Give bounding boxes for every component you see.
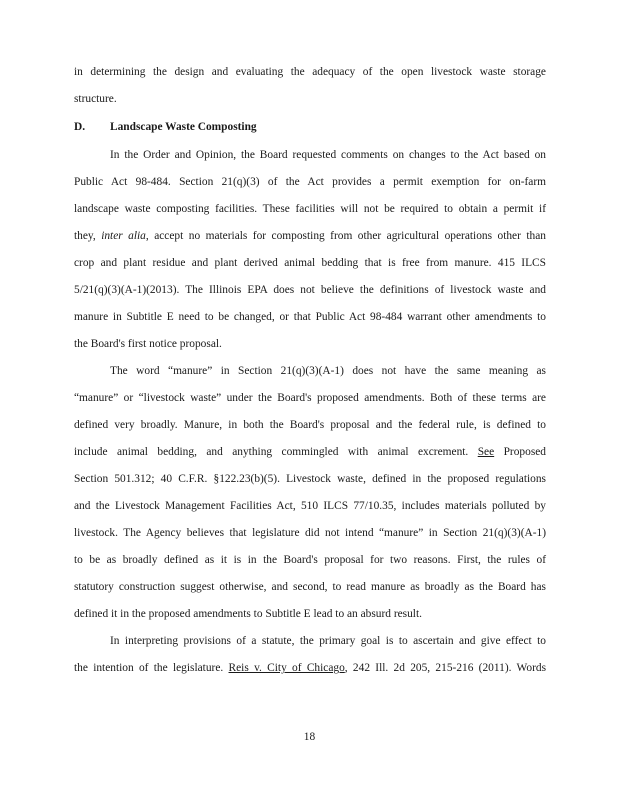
paragraph-line: In interpreting provisions of a statute, the primary goal is to ascertain and give effect to (110, 635, 546, 647)
paragraph-line: and the Livestock Management Facilities Act, 510 ILCS 77/10.35, includes materials polluted by (74, 500, 546, 512)
case-citation: Reis v. City of Chicago (228, 662, 345, 674)
intro-line: structure. (74, 93, 117, 105)
paragraph-text: the intention of the legislature. (74, 662, 229, 674)
page-number: 18 (303, 731, 316, 743)
paragraph-line (74, 661, 546, 675)
paragraph-line: statutory construction suggest otherwise, and second, to read manure as broadly as the Board has (74, 581, 546, 593)
paragraph-text: they, (74, 230, 102, 242)
paragraph-line (74, 445, 546, 459)
latin-term: inter alia (101, 230, 146, 242)
paragraph-line: In the Order and Opinion, the Board requested comments on changes to the Act based on (110, 149, 546, 161)
paragraph-line: Section 501.312; 40 C.F.R. §122.23(b)(5). Livestock waste, defined in the proposed regulations (74, 473, 546, 485)
paragraph-line: “manure” or “livestock waste” under the Board's proposed amendments. Both of these terms are (74, 392, 546, 404)
paragraph-text: , accept no materials for composting from other agricultural operations other than (145, 230, 546, 242)
paragraph-line: 5/21(q)(3)(A-1)(2013). The Illinois EPA does not believe the definitions of livestock waste and (74, 284, 546, 296)
intro-line: in determining the design and evaluating the adequacy of the open livestock waste storage (74, 66, 546, 78)
paragraph-line: defined very broadly. Manure, in both the Board's proposal and the federal rule, is defined to (74, 419, 546, 431)
paragraph-line (74, 229, 546, 243)
paragraph-line: livestock. The Agency believes that legislature did not intend “manure” in Section 21(q)(3)(A-1) (74, 527, 546, 539)
paragraph-line: defined it in the proposed amendments to Subtitle E lead to an absurd result. (74, 608, 422, 620)
paragraph-line: crop and plant residue and plant derived animal bedding that is free from manure. 415 ILCS (74, 257, 546, 269)
paragraph-line: landscape waste composting facilities. These facilities will not be required to obtain a permit if (74, 203, 546, 215)
section-letter: D. (74, 121, 86, 133)
paragraph-text: Proposed (494, 446, 546, 458)
paragraph-text: include animal bedding, and anything commingled with animal excrement. (74, 446, 478, 458)
paragraph-line: the Board's first notice proposal. (74, 338, 222, 350)
paragraph-line: Public Act 98-484. Section 21(q)(3) of the Act provides a permit exemption for on-farm (74, 176, 546, 188)
paragraph-line: manure in Subtitle E need to be changed, or that Public Act 98-484 warrant other amendments to (74, 311, 546, 323)
paragraph-text: , 242 Ill. 2d 205, 215-216 (2011). Words (344, 662, 547, 674)
section-title: Landscape Waste Composting (110, 121, 257, 133)
paragraph-line: to be as broadly defined as it is in the Board's proposal for two reasons. First, the rules of (74, 554, 546, 566)
paragraph-line: The word “manure” in Section 21(q)(3)(A-1) does not have the same meaning as (110, 365, 546, 377)
see-signal: See (477, 446, 495, 458)
